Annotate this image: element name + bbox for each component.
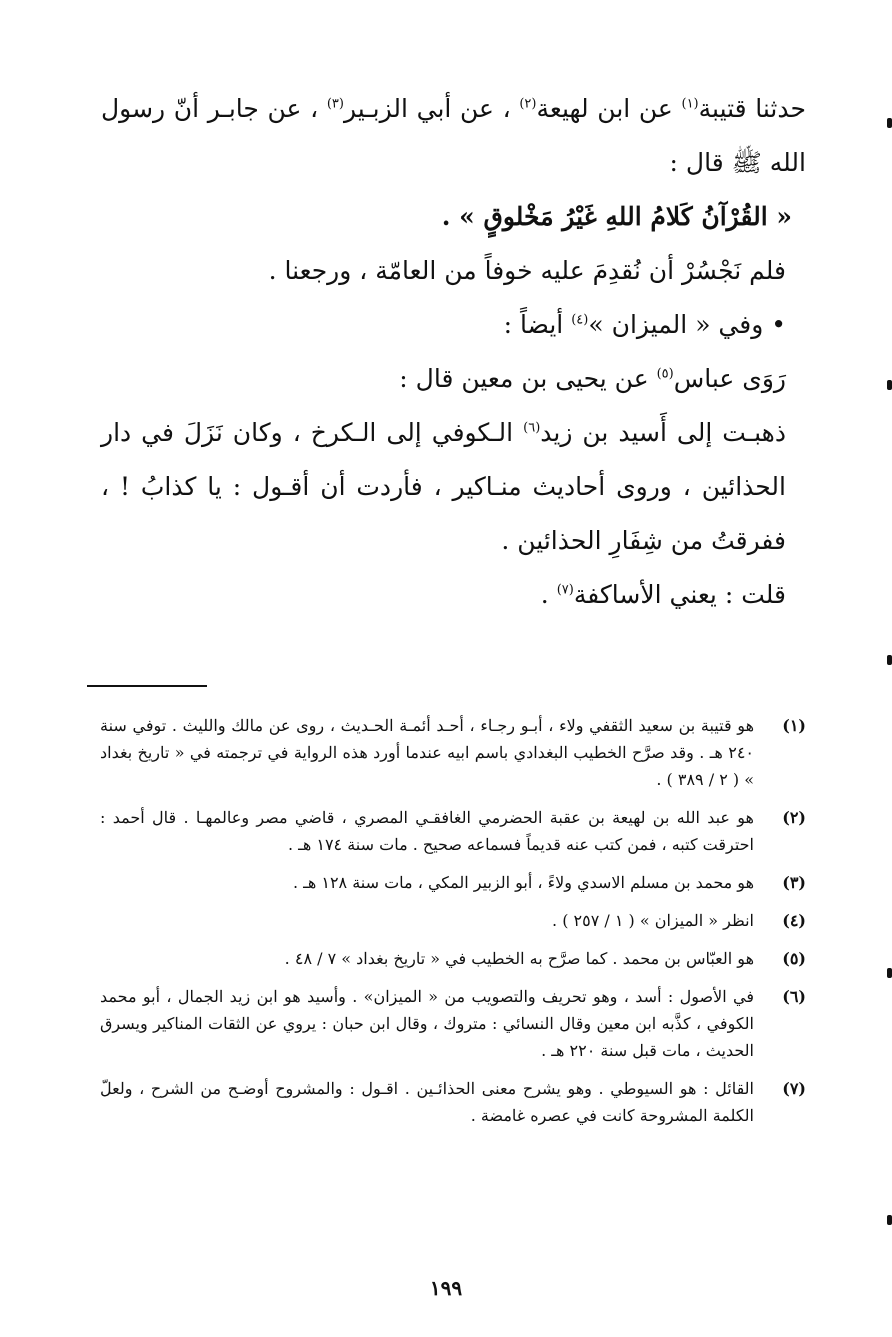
scan-edge-mark <box>887 1215 892 1225</box>
text-segment: ذهبـت إلى أَسيد بن زيد <box>540 418 787 447</box>
footnote-number: (١) <box>782 716 806 735</box>
footnote-divider <box>87 685 207 687</box>
paragraph-return: فلم نَجْسُرْ أن نُقدِمَ عليه خوفاً من العامّة ، ورجعنا . <box>268 256 786 285</box>
footnote-number: (٧) <box>782 1079 806 1098</box>
footnote-3 <box>100 869 806 896</box>
text-segment: ، عن أبي الزبـير <box>343 94 511 123</box>
footnote-text: هو قتيبة بن سعيد الثقفي ولاء ، أبـو رجـاء ، أحـد أئمـة الحـديث ، روى عن مالك والليث . توفي سنة ٢٤٠ هـ . وقد صرَّح الخطيب البغدادي باسم ابيه عندما أورد هذه الرواية في ترجمته في « تاريخ بغداد » ( ٢ / ٣٨٩ ) . <box>100 716 755 789</box>
paragraph-hadith-chain <box>101 82 806 190</box>
footnote-2 <box>100 804 806 858</box>
footnote-number: (٦) <box>782 987 806 1006</box>
footnote-6 <box>100 983 806 1064</box>
footnote-text: هو العبّاس بن محمد . كما صرَّح به الخطيب في « تاريخ بغداد » ٧ / ٤٨ . <box>284 949 754 968</box>
text-segment: حدثنا قتيبة <box>698 94 806 123</box>
footnote-1 <box>100 712 806 793</box>
footnote-ref-1[interactable]: (١) <box>681 96 699 112</box>
text-segment: ، عن جابـر أنّ رسول الله ﷺ قال : <box>101 94 806 177</box>
main-text <box>101 82 806 622</box>
footnote-7 <box>100 1075 806 1129</box>
paragraph-abbas <box>101 352 806 406</box>
footnote-number: (٣) <box>782 873 806 892</box>
footnote-ref-7[interactable]: (٧) <box>556 582 574 598</box>
footnotes <box>100 712 806 1140</box>
text-segment: الـكوفي إلى الـكرخ ، وكان نَزَلَ في دار الحذائين ، وروى أحاديث منـاكير ، فأردت أن أقـول : يا كذابُ ! ، ففرقتُ من شِفَارِ الحذائين . <box>101 418 786 555</box>
footnote-text: هو محمد بن مسلم الاسدي ولاءً ، أبو الزبير المكي ، مات سنة ١٢٨ هـ . <box>292 873 754 892</box>
footnote-text: هو عبد الله بن لهيعة بن عقبة الحضرمي الغافقـي المصري ، قاضي مصر وعالمهـا . قال أحمد : احترقت كتبه ، فمن كتب عنه قديماً فسماعه صحيح . مات سنة ١٧٤ هـ . <box>100 808 754 854</box>
footnote-4 <box>100 907 806 934</box>
paragraph-mizan <box>101 298 806 352</box>
text-segment: عن يحيى بن معين قال : <box>399 364 649 393</box>
footnote-ref-5[interactable]: (٥) <box>656 366 674 382</box>
text-segment: . <box>540 580 549 609</box>
footnote-number: (٤) <box>782 911 806 930</box>
footnote-number: (٢) <box>782 808 806 827</box>
page-number: ١٩٩ <box>429 1276 463 1300</box>
scan-edge-mark <box>887 380 892 390</box>
paragraph-note <box>101 568 806 622</box>
scan-edge-mark <box>887 655 892 665</box>
text-segment: قلت : يعني الأساكفة <box>573 580 786 609</box>
footnote-ref-2[interactable]: (٢) <box>519 96 537 112</box>
text-segment: • وفي « الميزان » <box>588 310 786 339</box>
footnote-5 <box>100 945 806 972</box>
footnote-text: في الأصول : أسد ، وهو تحريف والتصويب من « الميزان» . وأسيد هو ابن زيد الجمال ، أبو محمد الكوفي ، كذَّبه ابن معين وقال النسائي : متروك ، وقال ابن حبان : يروي عن الثقات المناكير ويسرق الحديث ، مات قبل سنة ٢٢٠ هـ . <box>100 987 754 1060</box>
scan-edge-mark <box>887 968 892 978</box>
scan-edge-mark <box>887 118 892 128</box>
footnote-ref-3[interactable]: (٣) <box>326 96 344 112</box>
text-segment: عن ابن لهيعة <box>536 94 673 123</box>
footnote-ref-4[interactable]: (٤) <box>571 312 589 328</box>
footnote-text: القائل : هو السيوطي . وهو يشرح معنى الحذائـين . اقـول : والمشروح أوضـح من الشرح ، ولعلّ الكلمة المشروحة كانت في عصره غامضة . <box>100 1079 754 1125</box>
text-segment: أيضاً : <box>503 310 564 339</box>
quran-quote: « القُرْآنُ كَلامُ اللهِ غَيْرُ مَخْلوقٍ » . <box>441 202 792 231</box>
footnote-ref-6[interactable]: (٦) <box>523 420 541 436</box>
footnote-number: (٥) <box>782 949 806 968</box>
paragraph-asid <box>101 406 806 568</box>
text-segment: رَوَى عباس <box>673 364 786 393</box>
footnote-text: انظر « الميزان » ( ١ / ٢٥٧ ) . <box>552 911 754 930</box>
